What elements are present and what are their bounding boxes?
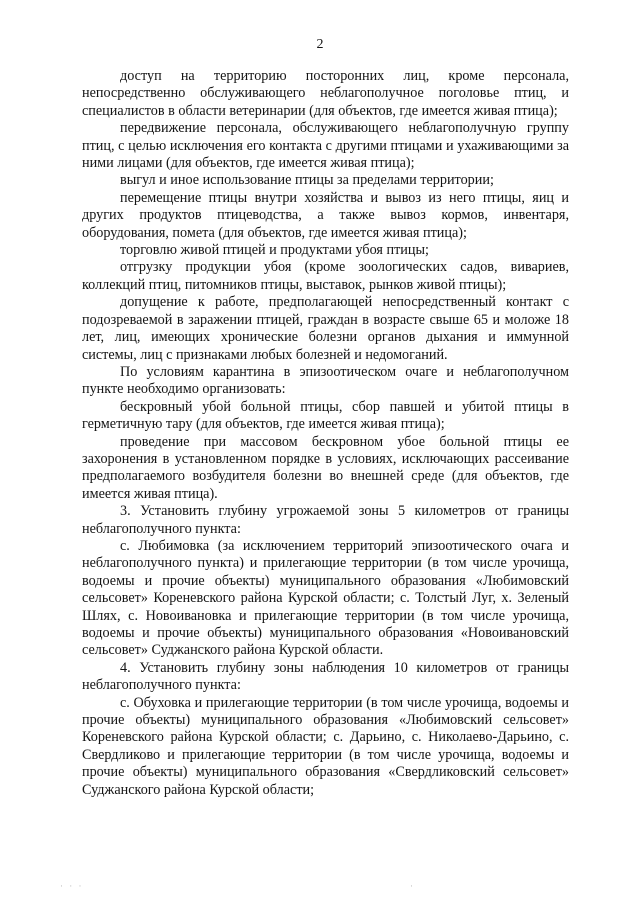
- paragraph: с. Обуховка и прилегающие территории (в том числе урочища, водоемы и прочие объекты) муниципального образования «Любимовский сельсовет» Кореневского района Курской области; с. Дарьино, с. Николаево-Дарьино, с. Свердликово и прилегающие территории (в том числе урочища, водоемы и прочие объекты) муниципального образования «Свердликовский сельсовет» Суджанского района Курской области;: [82, 694, 569, 798]
- paragraph: торговлю живой птицей и продуктами убоя птицы;: [120, 242, 429, 259]
- paragraph: допущение к работе, предполагающей непосредственный контакт с подозреваемой в заражении птицей, граждан в возрасте свыше 65 и моложе 18 лет, лиц, имеющих хронические болезни органов дыхания и иммунной системы, лиц с признаками любых болезней и недомоганий.: [82, 294, 569, 363]
- paragraph: доступ на территорию посторонних лиц, кроме персонала, непосредственно обслуживающего неблагополучное поголовье птиц, и специалистов в области ветеринарии (для объектов, где имеется живая птица);: [82, 68, 569, 119]
- paragraph: с. Любимовка (за исключением территорий эпизоотического очага и неблагополучного пункта) и прилегающие территории (в том числе урочища, водоемы и прочие объекты) муниципального образования «Любимовский сельсовет» Кореневского района Курской области; с. Толстый Луг, х. Зеленый Шлях, с. Новоивановка и прилегающие территории (в том числе урочища, водоемы и прочие объекты) муниципального образования «Новоивановский сельсовет» Суджанского района Курской области.: [82, 537, 569, 659]
- paragraph: выгул и иное использование птицы за пределами территории;: [120, 172, 494, 189]
- paragraph: проведение при массовом бескровном убое больной птицы ее захоронения в установленном порядке в условиях, исключающих рассеивание предполагаемого возбудителя болезни во внешней среде (для объектов, где имеется живая птица).: [82, 433, 569, 502]
- paragraph: передвижение персонала, обслуживающего неблагополучную группу птиц, с целью исключения его контакта с другими птицами и ухаживающими за ними лицами (для объектов, где имеется живая птица);: [82, 120, 569, 172]
- paragraph: 3. Установить глубину угрожаемой зоны 5 километров от границы неблагополучного пункта:: [82, 503, 569, 537]
- paragraph: бескровный убой больной птицы, сбор павшей и убитой птицы в герметичную тару (для объектов, где имеется живая птица);: [82, 398, 569, 433]
- paragraph: 4. Установить глубину зоны наблюдения 10 километров от границы неблагополучного пункта:: [82, 659, 569, 694]
- scan-artifact: · · ·: [60, 881, 84, 891]
- paragraph: отгрузку продукции убоя (кроме зоологических садов, вивариев, коллекций птиц, питомников птицы, выставок, рынков живой птицы);: [82, 259, 569, 293]
- paragraph: перемещение птицы внутри хозяйства и вывоз из него птицы, яиц и других продуктов птицеводства, а также вывоз кормов, инвентаря, оборудования, помета (для объектов, где имеется живая птица);: [82, 189, 569, 241]
- page-number: 2: [316, 37, 324, 52]
- paragraph: По условиям карантина в эпизоотическом очаге и неблагополучном пункте необходимо организовать:: [82, 363, 569, 398]
- scan-artifact: ·: [410, 881, 413, 891]
- document-body: [82, 68, 569, 799]
